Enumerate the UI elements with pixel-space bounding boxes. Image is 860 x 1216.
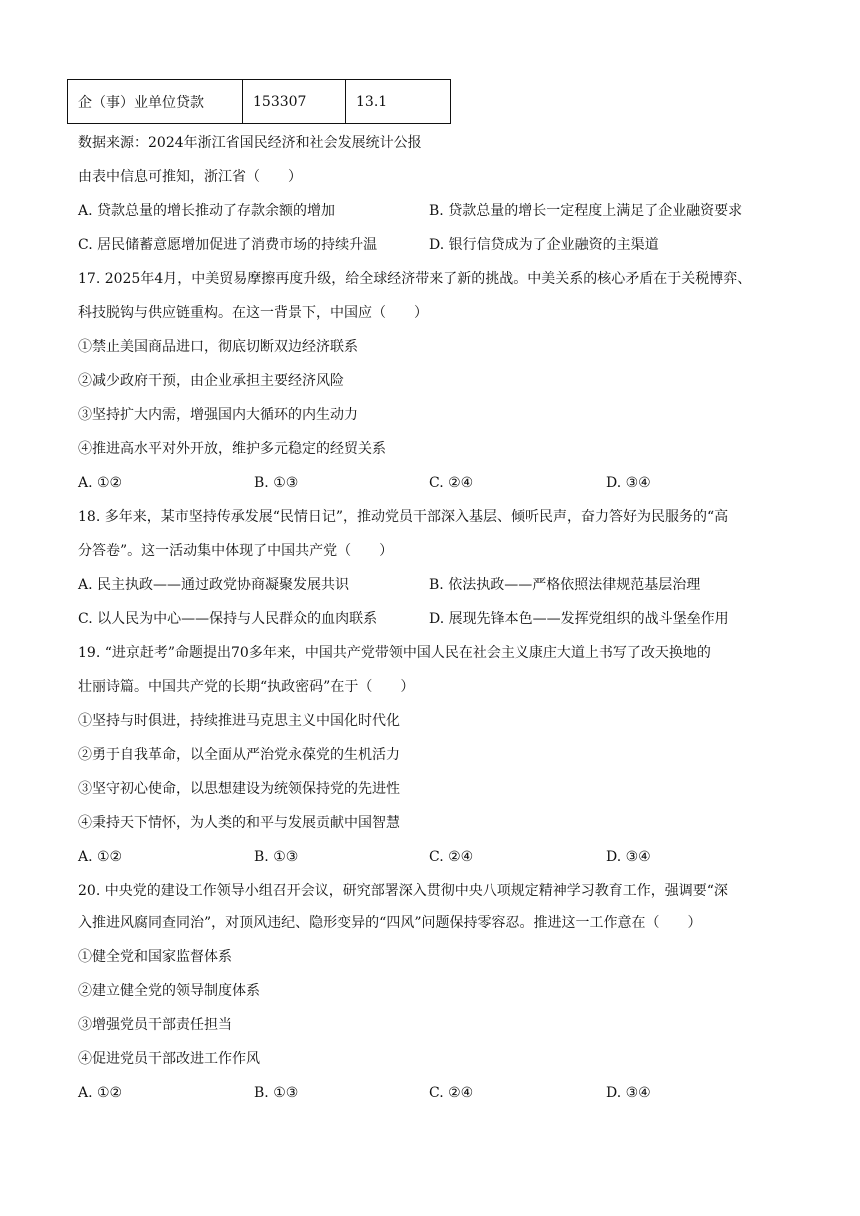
q20-item-2: ②建立健全党的领导制度体系 bbox=[78, 983, 260, 999]
q16-option-b: B. 贷款总量的增长一定程度上满足了企业融资要求 bbox=[429, 203, 743, 219]
table-cell-category: 企（事）业单位贷款 bbox=[68, 80, 243, 124]
q19-stem-line2: 壮丽诗篇。中国共产党的长期“执政密码”在于（ ） bbox=[78, 679, 415, 695]
q19-option-c: C. ②④ bbox=[429, 849, 474, 865]
q17-item-2: ②减少政府干预，由企业承担主要经济风险 bbox=[78, 373, 344, 389]
q20-item-4: ④促进党员干部改进工作作风 bbox=[78, 1051, 260, 1067]
table-cell-growth: 13.1 bbox=[346, 80, 451, 124]
table-cell-amount: 153307 bbox=[243, 80, 346, 124]
q17-option-d: D. ③④ bbox=[606, 475, 651, 491]
q17-item-1: ①禁止美国商品进口，彻底切断双边经济联系 bbox=[78, 339, 358, 355]
q18-option-d: D. 展现先锋本色——发挥党组织的战斗堡垒作用 bbox=[429, 611, 729, 627]
q17-item-3: ③坚持扩大内需，增强国内大循环的内生动力 bbox=[78, 407, 358, 423]
q19-option-d: D. ③④ bbox=[606, 849, 651, 865]
q20-option-d: D. ③④ bbox=[606, 1085, 651, 1101]
q19-stem-line1: 19. “进京赶考”命题提出70多年来，中国共产党带领中国人民在社会主义康庄大道上书写了改天换地的 bbox=[78, 645, 711, 661]
q17-stem-line2: 科技脱钩与供应链重构。在这一背景下，中国应（ ） bbox=[78, 305, 428, 321]
q16-option-a: A. 贷款总量的增长推动了存款余额的增加 bbox=[78, 203, 336, 219]
loan-data-table bbox=[67, 79, 451, 124]
q19-item-3: ③坚守初心使命，以思想建设为统领保持党的先进性 bbox=[78, 781, 400, 797]
q16-option-d: D. 银行信贷成为了企业融资的主渠道 bbox=[429, 237, 659, 253]
q17-option-b: B. ①③ bbox=[254, 475, 299, 491]
data-source-note: 数据来源：2024年浙江省国民经济和社会发展统计公报 bbox=[78, 135, 422, 151]
table-row bbox=[68, 80, 451, 124]
q20-item-1: ①健全党和国家监督体系 bbox=[78, 949, 232, 965]
q16-stem: 由表中信息可推知，浙江省（ ） bbox=[78, 169, 302, 185]
q20-item-3: ③增强党员干部责任担当 bbox=[78, 1017, 232, 1033]
q18-stem-line2: 分答卷”。这一活动集中体现了中国共产党（ ） bbox=[78, 543, 394, 559]
q18-option-b: B. 依法执政——严格依照法律规范基层治理 bbox=[429, 577, 701, 593]
q20-option-c: C. ②④ bbox=[429, 1085, 474, 1101]
q17-stem-line1: 17. 2025年4月，中美贸易摩擦再度升级，给全球经济带来了新的挑战。中美关系的核心矛盾在于关税博弈、 bbox=[78, 271, 752, 287]
q16-option-c: C. 居民储蓄意愿增加促进了消费市场的持续升温 bbox=[78, 237, 378, 253]
q20-option-a: A. ①② bbox=[78, 1085, 123, 1101]
q19-option-a: A. ①② bbox=[78, 849, 123, 865]
q17-option-a: A. ①② bbox=[78, 475, 123, 491]
q18-option-c: C. 以人民为中心——保持与人民群众的血肉联系 bbox=[78, 611, 378, 627]
q17-option-c: C. ②④ bbox=[429, 475, 474, 491]
q20-stem-line2: 入推进风腐同查同治”，对顶风违纪、隐形变异的“四风”问题保持零容忍。推进这一工作意在（ ） bbox=[78, 915, 702, 931]
q20-stem-line1: 20. 中央党的建设工作领导小组召开会议，研究部署深入贯彻中央八项规定精神学习教育工作，强调要“深 bbox=[78, 883, 728, 899]
q19-item-1: ①坚持与时俱进，持续推进马克思主义中国化时代化 bbox=[78, 713, 400, 729]
q19-item-4: ④秉持天下情怀，为人类的和平与发展贡献中国智慧 bbox=[78, 815, 400, 831]
q17-item-4: ④推进高水平对外开放，维护多元稳定的经贸关系 bbox=[78, 441, 386, 457]
q18-stem-line1: 18. 多年来，某市坚持传承发展“民情日记”，推动党员干部深入基层、倾听民声，奋力答好为民服务的“高 bbox=[78, 509, 729, 525]
q19-option-b: B. ①③ bbox=[254, 849, 299, 865]
q18-option-a: A. 民主执政——通过政党协商凝聚发展共识 bbox=[78, 577, 350, 593]
q19-item-2: ②勇于自我革命，以全面从严治党永葆党的生机活力 bbox=[78, 747, 400, 763]
q20-option-b: B. ①③ bbox=[254, 1085, 299, 1101]
